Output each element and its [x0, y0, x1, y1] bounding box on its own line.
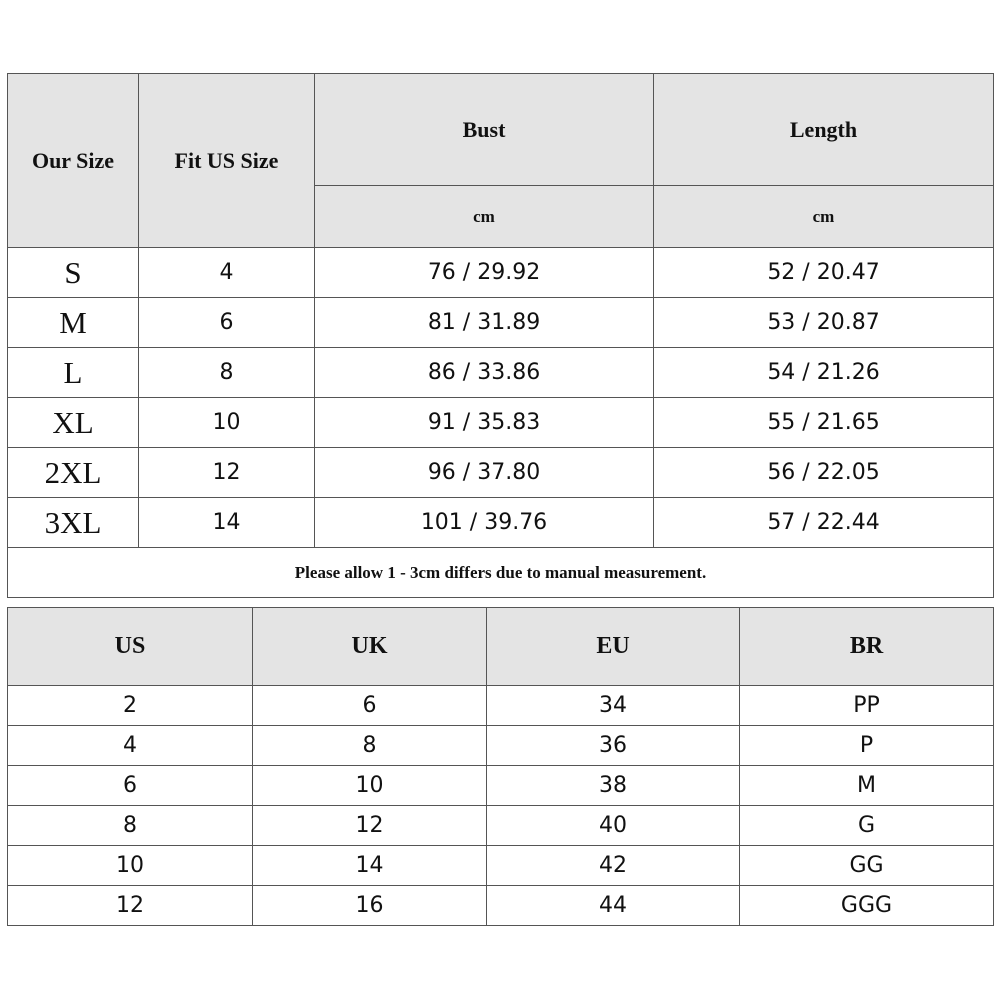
- length-cell: 52 / 20.47: [654, 248, 994, 298]
- us-cell: 2: [8, 686, 253, 726]
- length-cell: 54 / 21.26: [654, 348, 994, 398]
- conversion-row: [8, 726, 994, 766]
- header-bust-unit: cm: [315, 186, 654, 248]
- br-cell: M: [740, 766, 994, 806]
- header-eu: EU: [487, 608, 740, 686]
- fit-us-cell: 12: [139, 448, 315, 498]
- us-cell: 8: [8, 806, 253, 846]
- measurement-note: Please allow 1 - 3cm differs due to manual measurement.: [8, 548, 994, 598]
- eu-cell: 42: [487, 846, 740, 886]
- us-cell: 12: [8, 886, 253, 926]
- our-size-cell: L: [8, 348, 139, 398]
- length-cell: 57 / 22.44: [654, 498, 994, 548]
- header-our-size: Our Size: [8, 74, 139, 248]
- bust-cell: 81 / 31.89: [315, 298, 654, 348]
- eu-cell: 40: [487, 806, 740, 846]
- header-fit-us-size: Fit US Size: [139, 74, 315, 248]
- fit-us-cell: 8: [139, 348, 315, 398]
- length-cell: 53 / 20.87: [654, 298, 994, 348]
- fit-us-cell: 10: [139, 398, 315, 448]
- uk-cell: 12: [253, 806, 487, 846]
- our-size-cell: M: [8, 298, 139, 348]
- conversion-row: [8, 846, 994, 886]
- eu-cell: 38: [487, 766, 740, 806]
- br-cell: P: [740, 726, 994, 766]
- bust-cell: 96 / 37.80: [315, 448, 654, 498]
- uk-cell: 10: [253, 766, 487, 806]
- us-cell: 4: [8, 726, 253, 766]
- eu-cell: 36: [487, 726, 740, 766]
- eu-cell: 34: [487, 686, 740, 726]
- size-row: [8, 448, 994, 498]
- bust-cell: 86 / 33.86: [315, 348, 654, 398]
- uk-cell: 8: [253, 726, 487, 766]
- conversion-row: [8, 886, 994, 926]
- size-row: [8, 248, 994, 298]
- header-bust: Bust: [315, 74, 654, 186]
- size-row: [8, 498, 994, 548]
- bust-cell: 101 / 39.76: [315, 498, 654, 548]
- our-size-cell: XL: [8, 398, 139, 448]
- conversion-row: [8, 766, 994, 806]
- header-us: US: [8, 608, 253, 686]
- eu-cell: 44: [487, 886, 740, 926]
- br-cell: GGG: [740, 886, 994, 926]
- our-size-cell: S: [8, 248, 139, 298]
- conversion-row: [8, 686, 994, 726]
- uk-cell: 6: [253, 686, 487, 726]
- size-chart-table: [7, 73, 994, 598]
- size-row: [8, 398, 994, 448]
- fit-us-cell: 4: [139, 248, 315, 298]
- br-cell: PP: [740, 686, 994, 726]
- bust-cell: 76 / 29.92: [315, 248, 654, 298]
- fit-us-cell: 14: [139, 498, 315, 548]
- bust-cell: 91 / 35.83: [315, 398, 654, 448]
- length-cell: 55 / 21.65: [654, 398, 994, 448]
- our-size-cell: 2XL: [8, 448, 139, 498]
- size-row: [8, 298, 994, 348]
- size-conversion-table: [7, 607, 994, 926]
- size-row: [8, 348, 994, 398]
- our-size-cell: 3XL: [8, 498, 139, 548]
- header-br: BR: [740, 608, 994, 686]
- us-cell: 10: [8, 846, 253, 886]
- us-cell: 6: [8, 766, 253, 806]
- br-cell: G: [740, 806, 994, 846]
- header-length-unit: cm: [654, 186, 994, 248]
- conversion-row: [8, 806, 994, 846]
- uk-cell: 16: [253, 886, 487, 926]
- header-length: Length: [654, 74, 994, 186]
- br-cell: GG: [740, 846, 994, 886]
- uk-cell: 14: [253, 846, 487, 886]
- fit-us-cell: 6: [139, 298, 315, 348]
- length-cell: 56 / 22.05: [654, 448, 994, 498]
- header-uk: UK: [253, 608, 487, 686]
